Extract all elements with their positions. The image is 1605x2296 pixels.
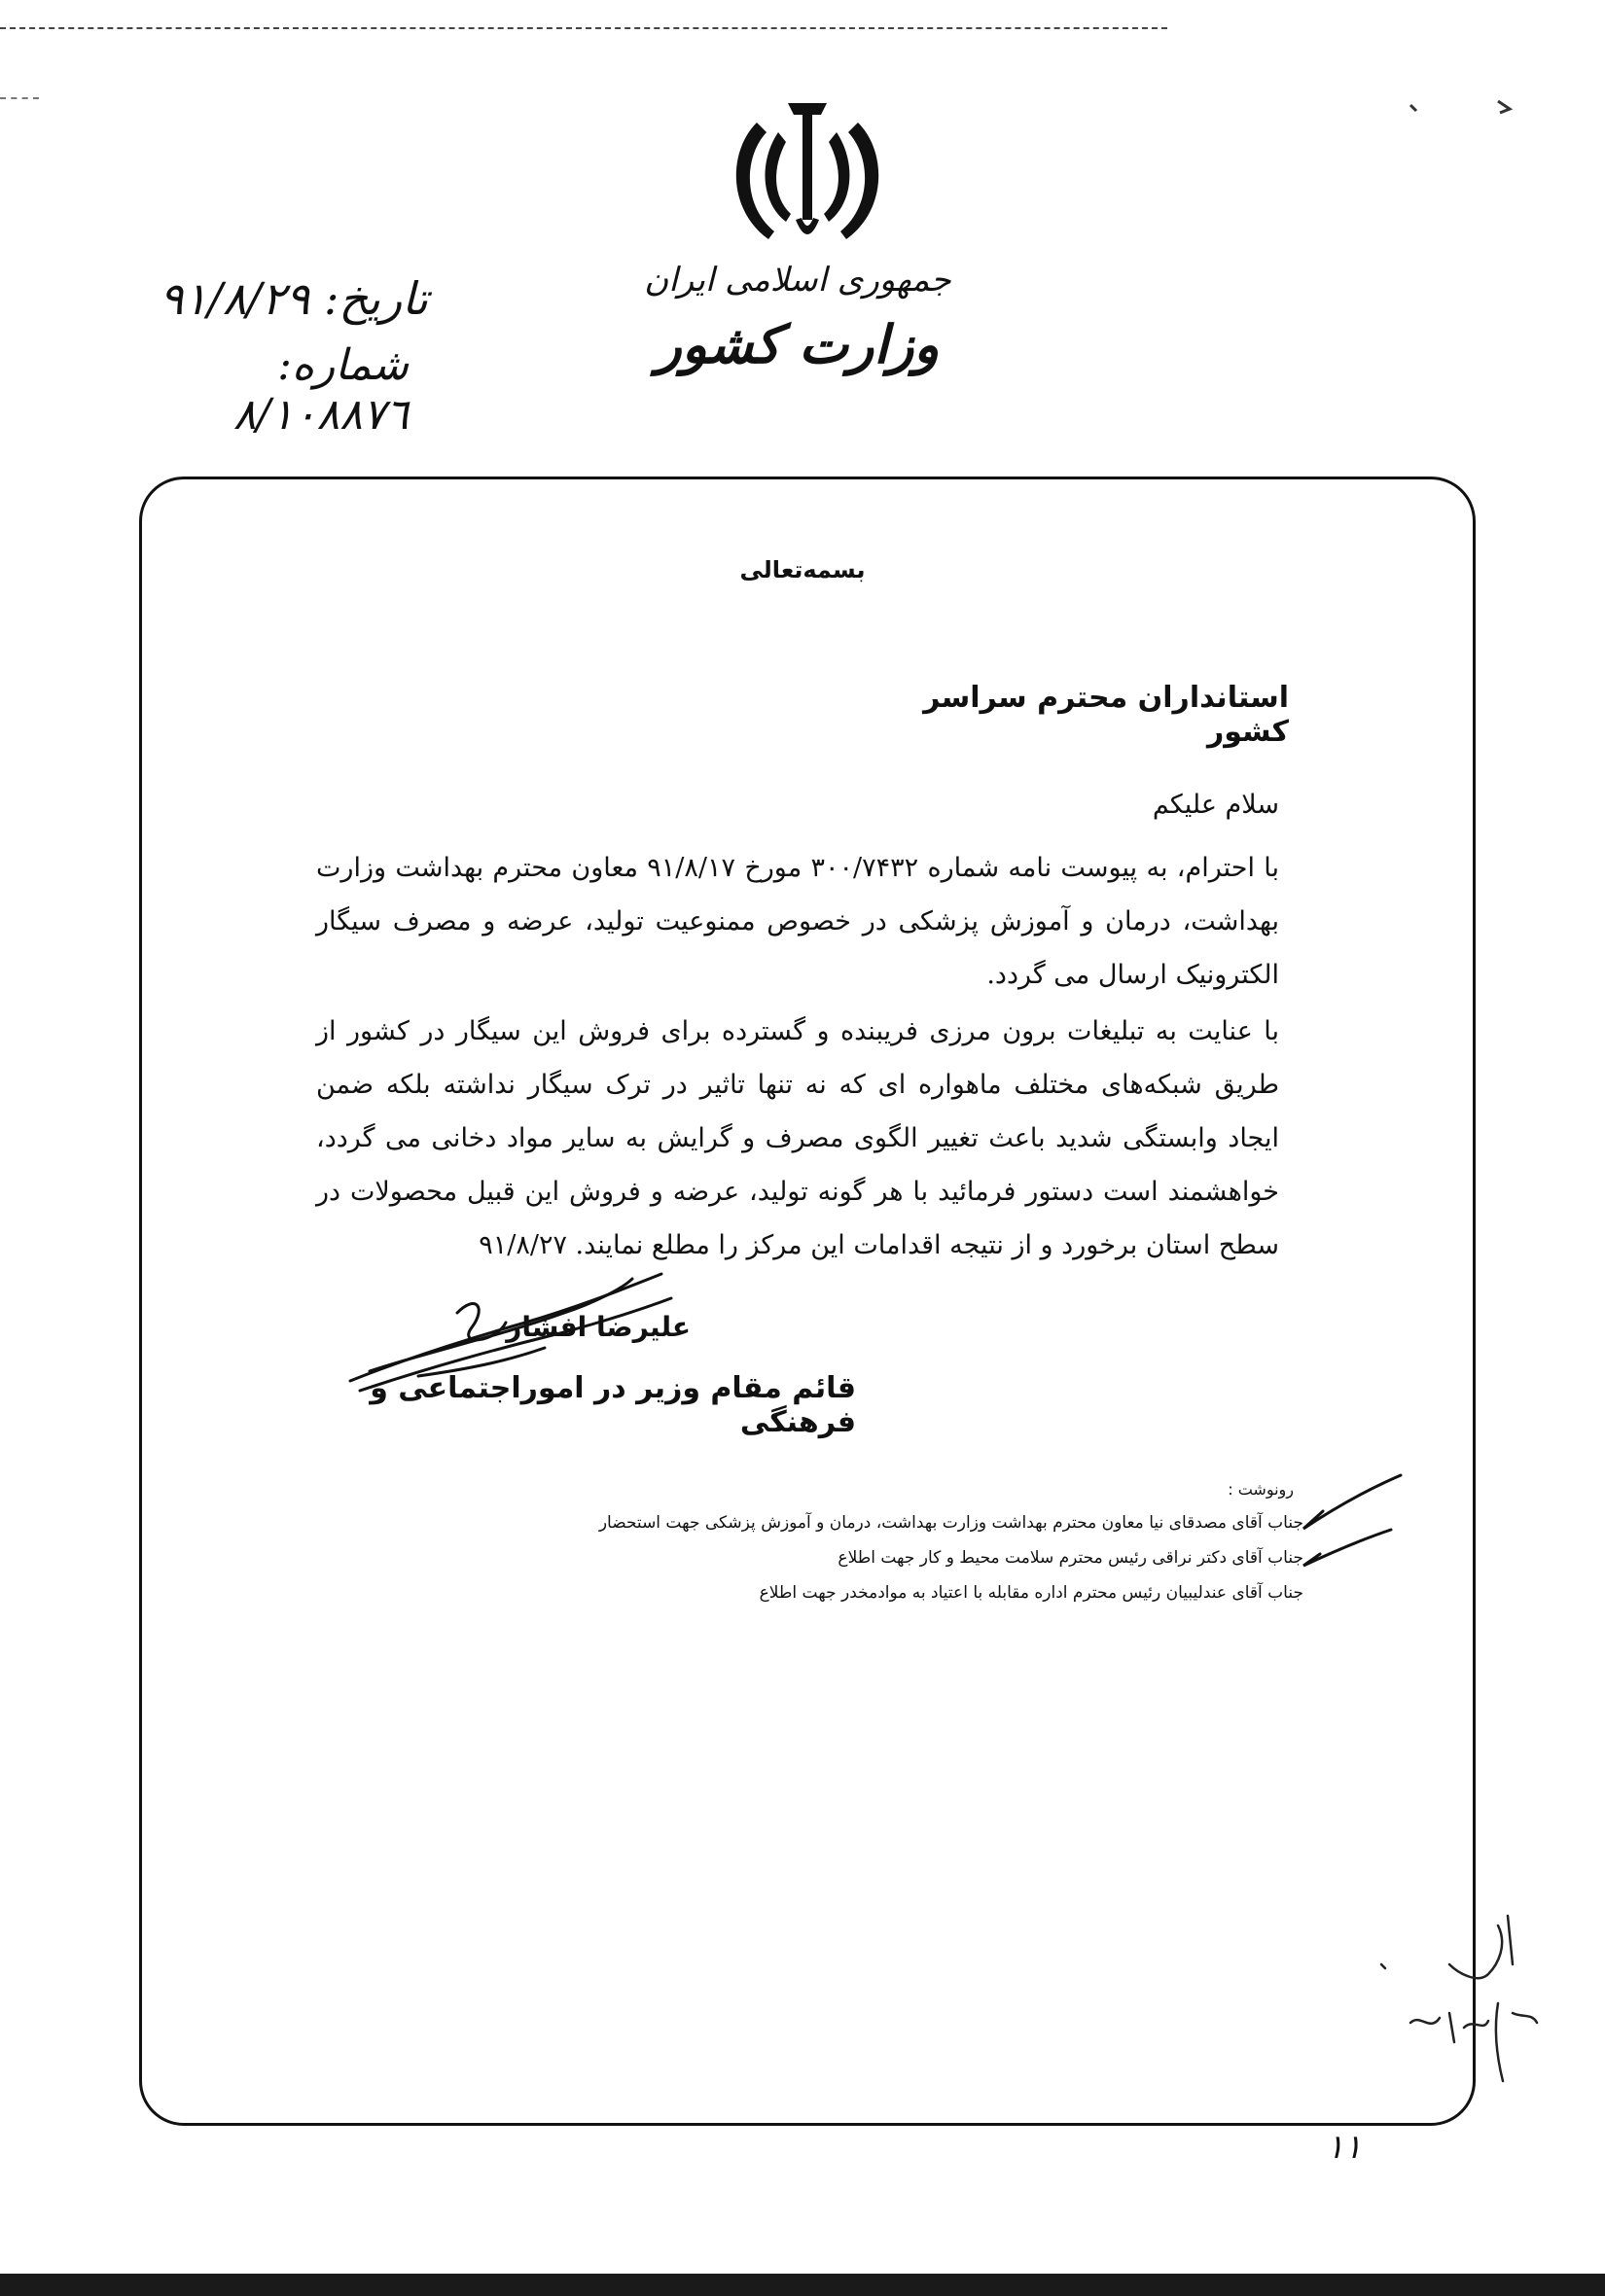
letter-paragraph-1: با احترام، به پیوست نامه شماره ۳۰۰/۷۴۳۲ مورخ ۹۱/۸/۱۷ معاون محترم بهداشت وزارت بهداشت، درمان و آموزش پزشکی در خصوص ممنوعیت تولید، عرضه و مصرف سیگار الکترونیک ارسال می گردد. (316, 853, 1279, 990)
bismillah-heading: بسمه‌تعالی (739, 556, 866, 583)
letter-greeting: سلام علیکم (1152, 790, 1279, 820)
letter-paragraph-2: با عنایت به تبلیغات برون مرزی فریبنده و گسترده برای فروش این سیگار در کشور از طریق شبکه‌های مختلف ماهواره ای که نه تنها تاثیر در ترک سیگار نداشته بلکه ضمن ایجاد وابستگی شدید باعث تغییر الگوی مصرف و گرایش به سایر مواد دخانی می گردد، خواهشمند است دستور فرمائید با هر گونه تولید، عرضه و فروش این قبیل محصولات در سطح استان برخورد و از نتیجه اقدامات این مرکز را مطلع نمایند. ۹۱/۸/۲۷ (316, 1016, 1279, 1260)
copy-recipient-3: جناب آقای عندلیبیان رئیس محترم اداره مقابله با اعتیاد به موادمخدر جهت اطلاع (759, 1583, 1303, 1603)
copy-recipient-2: جناب آقای دکتر نراقی رئیس محترم سلامت محیط و کار جهت اطلاع (838, 1548, 1303, 1568)
ministry-name: وزارت کشور (656, 313, 940, 375)
iran-emblem-icon (720, 93, 895, 259)
letter-addressee: استانداران محترم سراسر کشور (923, 681, 1289, 749)
copies-label: رونوشت : (1228, 1480, 1294, 1499)
signer-name: علیرضا افشار (506, 1311, 691, 1343)
copy-recipient-1: جناب آقای مصدقای نیا معاون محترم بهداشت وزارت بهداشت، درمان و آموزش پزشکی جهت استحضار (598, 1513, 1303, 1533)
page-number-mark: ۱۱ (1326, 2128, 1362, 2167)
scan-bottom-edge (0, 2274, 1605, 2296)
scan-top-edge (0, 27, 1167, 29)
checkmark-icon (1299, 1525, 1396, 1573)
scan-corner-marks (1401, 93, 1527, 123)
letter-number: شماره: ۸/۱۰۸۸۷٦ (232, 340, 409, 440)
republic-name: جمهوری اسلامی ایران (644, 261, 951, 300)
letter-date: تاریخ: ۹۱/۸/۲۹ (159, 272, 428, 325)
signer-title: قائم مقام وزیر در اموراجتماعی و فرهنگی (370, 1371, 856, 1439)
handwritten-margin-note (1352, 1906, 1547, 2091)
scan-left-mark (0, 97, 39, 99)
